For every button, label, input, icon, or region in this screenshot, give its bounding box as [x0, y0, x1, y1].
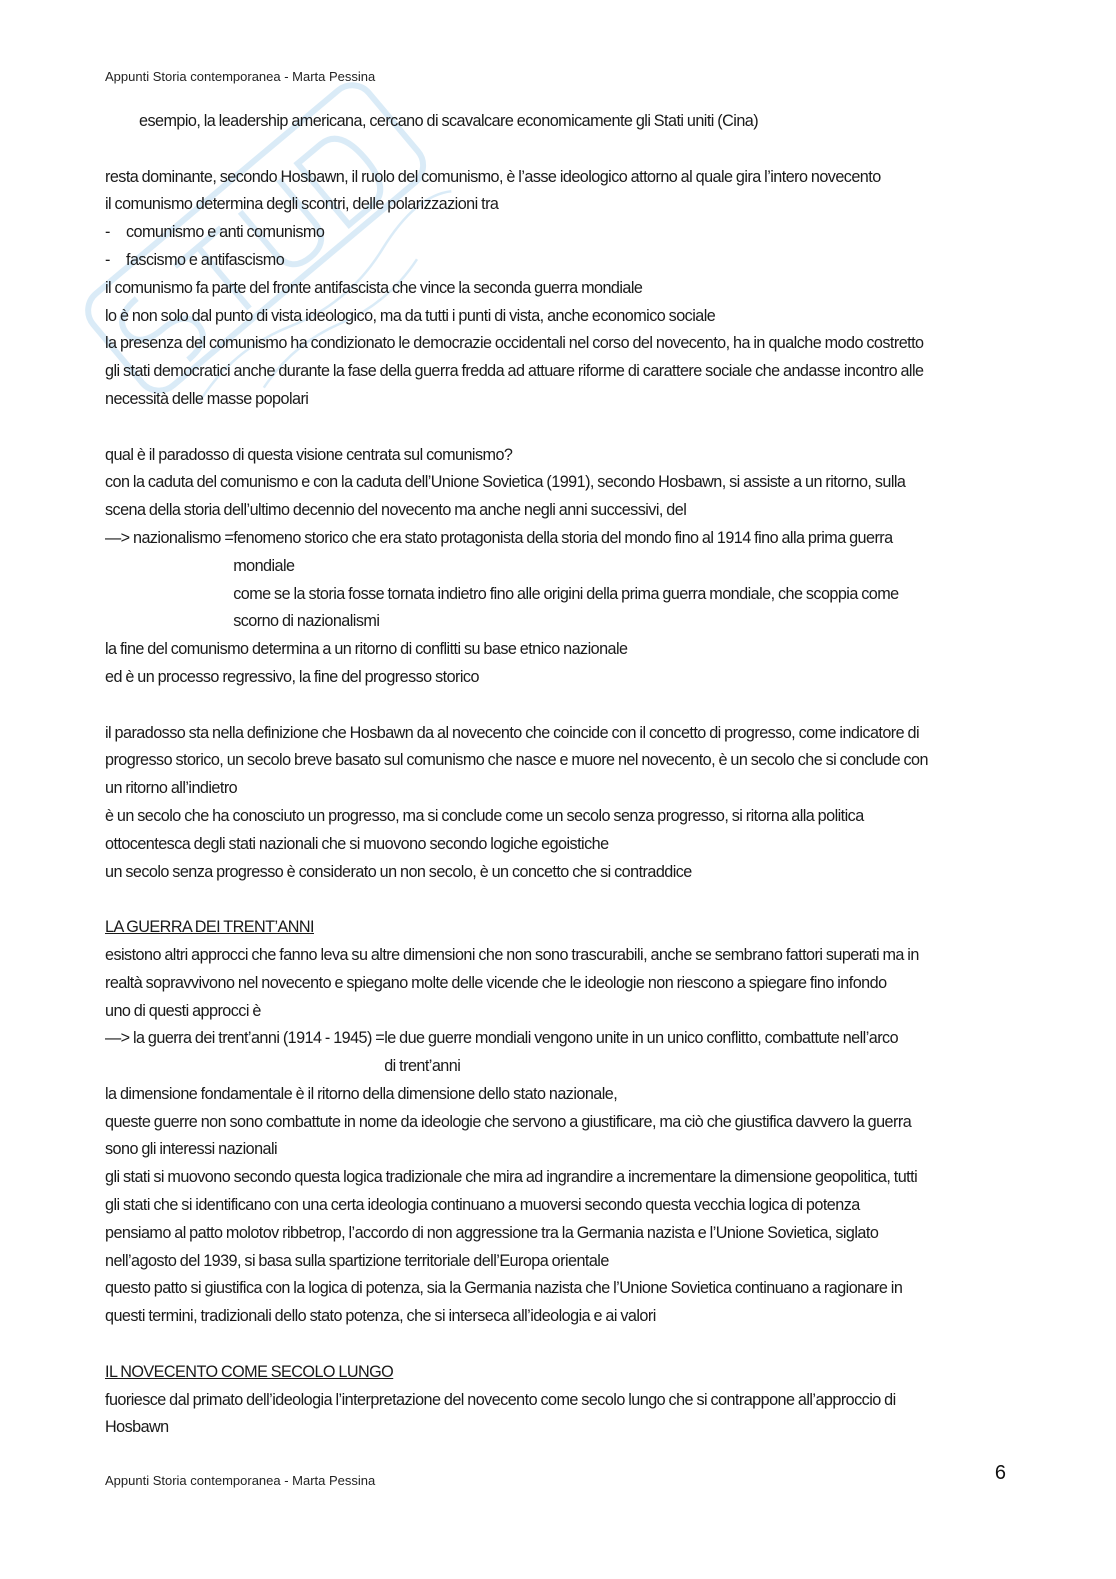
page-header: Appunti Storia contemporanea - Marta Pessina	[105, 69, 376, 84]
page-body	[105, 108, 1005, 1442]
paragraph-line: gli stati democratici anche durante la fase della guerra fredda ad attuare riforme di carattere sociale che andasse incontro alle	[105, 362, 924, 381]
paragraph-line: lo è non solo dal punto di vista ideologico, ma da tutti i punti di vista, anche economico sociale	[105, 306, 716, 325]
paragraph-line: necessità delle masse popolari	[105, 389, 309, 408]
definition-line: scorno di nazionalismi	[233, 612, 380, 631]
paragraph-line: sono gli interessi nazionali	[105, 1140, 278, 1159]
bullet-dash: -	[105, 223, 110, 242]
definition-block	[105, 1025, 1005, 1081]
paragraph-line: la fine del comunismo determina a un ritorno di conflitti su base etnico nazionale	[105, 640, 628, 659]
paragraph-line: questi termini, tradizionali dello stato potenza, che si interseca all’ideologia e ai valori	[105, 1307, 656, 1326]
paragraph-line: la dimensione fondamentale è il ritorno della dimensione dello stato nazionale,	[105, 1084, 618, 1103]
paragraph-line: scena della storia dell’ultimo decennio del novecento ma anche negli anni successivi, del	[105, 501, 687, 520]
paragraph-line: uno di questi approcci è	[105, 1001, 261, 1020]
paragraph-line: esistono altri approcci che fanno leva su altre dimensioni che non sono trascurabili, anche se sembrano fattori superati ma in	[105, 945, 919, 964]
definition-line: come se la storia fosse tornata indietro fino alle origini della prima guerra mondiale, che scoppia come	[233, 584, 899, 603]
definition-block	[105, 525, 1005, 636]
paragraph-line: progresso storico, un secolo breve basato sul comunismo che nasce e muore nel novecento, è un secolo che si conclude con	[105, 751, 928, 770]
paragraph-line: questo patto si giustifica con la logica di potenza, sia la Germania nazista che l’Unione Sovietica continuano a ragionare in	[105, 1279, 903, 1298]
paragraph-line: gli stati che si identificano con una certa ideologia continuano a muoversi secondo questa vecchia logica di potenza	[105, 1196, 860, 1215]
definition-term: —> la guerra dei trent’anni (1914 - 1945) =	[105, 1029, 385, 1048]
definition-term: —> nazionalismo =	[105, 528, 234, 547]
page-footer: Appunti Storia contemporanea - Marta Pessina	[105, 1473, 376, 1488]
definition-line: le due guerre mondiali vengono unite in un unico conflitto, combattute nell’arco	[384, 1029, 899, 1048]
paragraph-line: un secolo senza progresso è considerato un non secolo, è un concetto che si contraddice	[105, 862, 692, 881]
bullet-dash: -	[105, 250, 110, 269]
paragraph-line: fuoriesce dal primato dell’ideologia l’interpretazione del novecento come secolo lungo che si contrappone all’approccio di	[105, 1390, 896, 1409]
definition-line: di trent’anni	[384, 1057, 461, 1076]
paragraph-line: è un secolo che ha conosciuto un progresso, ma si conclude come un secolo senza progresso, si ritorna alla politica	[105, 806, 864, 825]
paragraph-line: un ritorno all’indietro	[105, 779, 238, 798]
list-item-text: comunismo e anti comunismo	[126, 223, 325, 242]
paragraph-line: ottocentesca degli stati nazionali che si muovono secondo logiche egoistiche	[105, 834, 609, 853]
paragraph-line: con la caduta del comunismo e con la caduta dell’Unione Sovietica (1991), secondo Hosbawn, si assiste a un ritorno, sulla	[105, 473, 906, 492]
paragraph-line: esempio, la leadership americana, cercano di scavalcare economicamente gli Stati uniti (Cina)	[139, 112, 759, 130]
paragraph-line: il comunismo determina degli scontri, delle polarizzazioni tra	[105, 195, 499, 214]
paragraph-line: gli stati si muovono secondo questa logica tradizionale che mira ad ingrandire a incrementare la dimensione geopolitica, tutti	[105, 1168, 918, 1187]
page-number: 6	[994, 1462, 1006, 1484]
paragraph-line: la presenza del comunismo ha condizionato le democrazie occidentali nel corso del novecento, ha in qualche modo costretto	[105, 334, 924, 353]
paragraph-line: ed è un processo regressivo, la fine del progresso storico	[105, 667, 479, 686]
section-heading: LA GUERRA DEI TRENT’ANNI	[105, 918, 314, 937]
list-item-text: fascismo e antifascismo	[126, 250, 285, 269]
section-heading: IL NOVECENTO COME SECOLO LUNGO	[105, 1362, 394, 1381]
paragraph-line: queste guerre non sono combattute in nome da ideologie che servono a giustificare, ma ciò che giustifica davvero la guerra	[105, 1112, 912, 1131]
list-item	[105, 247, 1005, 275]
paragraph-line: pensiamo al patto molotov ribbetrop, l’accordo di non aggressione tra la Germania nazista e l’Unione Sovietica, siglato	[105, 1223, 879, 1242]
definition-text	[233, 525, 898, 636]
list-item	[105, 219, 1005, 247]
paragraph-line: resta dominante, secondo Hosbawn, il ruolo del comunismo, è l’asse ideologico attorno al quale gira l’intero novecento	[105, 167, 881, 186]
definition-text	[384, 1025, 898, 1081]
paragraph-line: nell’agosto del 1939, si basa sulla spartizione territoriale dell’Europa orientale	[105, 1251, 609, 1270]
definition-line: fenomeno storico che era stato protagonista della storia del mondo fino al 1914 fino alla prima guerra	[233, 528, 893, 547]
paragraph-line: il comunismo fa parte del fronte antifascista che vince la seconda guerra mondiale	[105, 278, 643, 297]
paragraph-line: Hosbawn	[105, 1418, 169, 1437]
paragraph-line: il paradosso sta nella definizione che Hosbawn da al novecento che coincide con il concetto di progresso, come indicatore di	[105, 723, 920, 742]
definition-line: mondiale	[233, 556, 295, 575]
paragraph-line: realtà sopravvivono nel novecento e spiegano molte delle vicende che le ideologie non riescono a spiegare fino infondo	[105, 973, 887, 992]
paragraph-line: qual è il paradosso di questa visione centrata sul comunismo?	[105, 445, 513, 464]
